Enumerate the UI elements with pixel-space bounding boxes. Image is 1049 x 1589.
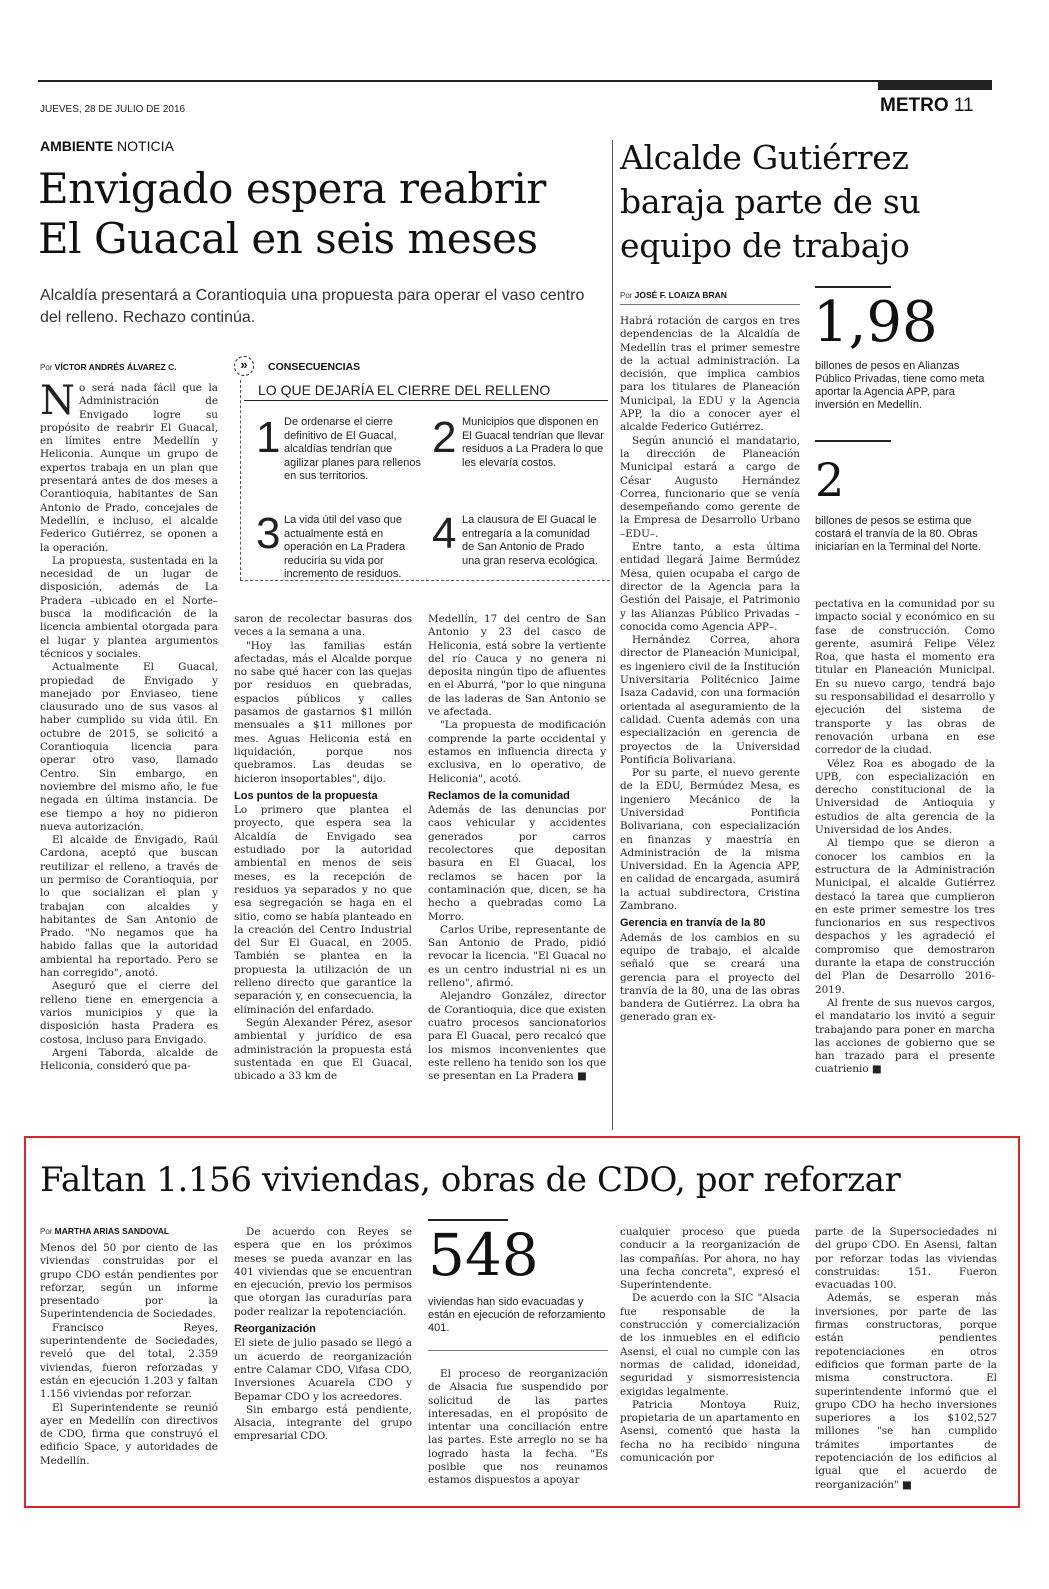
paragraph: Argeni Taborda, alcalde de Heliconia, consideró que pa-: [40, 1046, 218, 1073]
byline-name: MARTHA ARIAS SANDOVAL: [54, 1226, 170, 1236]
right-column-2: [815, 598, 995, 1128]
section-label: [880, 95, 974, 117]
consequence-text: Municipios que disponen en El Guacal tendrían que llevar residuos a La Pradera lo que les elevaría costos.: [462, 416, 604, 469]
consequence-text: De ordenarse el cierre definitivo de El Guacal, alcaldías tendrían que agilizar planes para rellenos en sus territorios.: [284, 416, 421, 482]
left-byline: [40, 362, 177, 372]
consequence-number: 3: [256, 509, 281, 558]
subheading: Reclamos de la comunidad: [428, 789, 570, 802]
section-name: METRO: [880, 95, 949, 116]
byline-name: VÍCTOR ANDRÉS ÁLVAREZ C.: [54, 362, 177, 372]
fact-text: billones de pesos se estima que costará el tranvía de la 80. Obras iniciarían en la Terminal del Norte.: [815, 515, 982, 553]
fact-number: 1,98: [813, 290, 938, 355]
left-column-3: [428, 613, 606, 1128]
paragraph: Lo primero que plantea el proyecto, que espera sea la Alcaldía de Envigado sea estudiado por la autoridad ambiental en menos de seis meses, es la recepción de residuos ya separados y no que esa segregación se haga en el sitio, como se había planteado en la creación del Centro Industrial del Sur El Guacal, en 2005. También se plantea en la propuesta la utilización de un relleno directo que garantice la separación y, en consecuencia, la eliminación del enfardado.: [234, 804, 412, 1016]
right-column-1: [620, 315, 800, 1128]
byline-prefix: Por: [40, 1227, 55, 1236]
right-headline-line-3: equipo de trabajo: [620, 226, 910, 265]
subheading: Reorganización: [234, 1323, 316, 1336]
kicker-section: AMBIENTE: [40, 138, 114, 154]
metro-bar: [878, 82, 992, 90]
paragraph: saron de recolectar basuras dos veces a la semana a una.: [234, 613, 412, 639]
paragraph: parte de la Supersociedades ni del grupo CDO. En Asensi, faltan por reforzar todas las viviendas construidas: 151. Fueron evacuadas 100.: [815, 1226, 997, 1292]
paragraph: "La propuesta de modificación comprende la parte occidental y estamos en influencia directa y exclusiva, en lo operativo, de Heliconia", acotó.: [428, 719, 606, 785]
paragraph: De acuerdo con Reyes se espera que en los próximos meses se pueda avanzar en las 401 viviendas que se encuentran en ejecución, previo los permisos que otorgan las curadurías para poder realizar la repotenciación.: [234, 1226, 412, 1318]
paragraph: De acuerdo con la SIC "Alsacia fue responsable de la construcción y comercialización de los inmuebles en el edificio Asensi, el cual no cumple con las normas de calidad, idoneidad, seguridad y sismorresistencia exigidas legalmente.: [620, 1292, 800, 1398]
right-byline-rule: [620, 304, 800, 305]
page-number: 11: [953, 95, 974, 116]
fact-text: viviendas han sido evacuadas y están en ejecución de reforzamiento 401.: [428, 1296, 606, 1334]
byline-name: JOSÉ F. LOAIZA BRAN: [634, 290, 727, 300]
consequences-label: CONSECUENCIAS: [268, 361, 361, 373]
paragraph: Aseguró que el cierre del relleno tiene en emergencia a varios municipios y que la disposición hasta Pradera es costosa, incluso para Envigado.: [40, 980, 218, 1046]
top-rule: [38, 80, 992, 82]
paragraph: Patricia Montoya Ruiz, propietaria de un apartamento en Asensi, comentó que hasta la fecha no ha recibido ninguna comunicación por: [620, 1398, 800, 1465]
right-headline: [620, 136, 920, 268]
paragraph: "Hoy las familias están afectadas, más el Alcalde porque no sabe qué hacer con las quejas por residuos en quebradas, espacios públicos y calles pasamos de gastarnos $1 millón mensuales a $11 millones por mes. Aguas Heliconia está en liquidación, porque nos quebramos. Las deudas se hicieron insoportables", dijo.: [234, 639, 412, 785]
left-headline-line-1: Envigado espera reabrir: [38, 164, 546, 213]
bottom-column-5: [815, 1226, 997, 1500]
fact-rule-bottom: [428, 1350, 608, 1351]
consequence-number: 4: [432, 509, 457, 558]
consequence-number: 2: [432, 413, 457, 462]
paragraph: Alejandro González, director de Corantioquia, dice que existen cuatro procesos sancionatorios para El Guacal, pero recalcó que los mismos inconvenientes que este relleno ha tenido son los que se presentan en La Pradera ■: [428, 990, 606, 1083]
date-line: JUEVES, 28 DE JULIO DE 2016: [40, 104, 186, 115]
consequence-text: La vida útil del vaso que actualmente está en operación en La Pradera reduciría su vida por incremento de residuos.: [284, 514, 406, 580]
left-subhead: Alcaldía presentará a Corantioquia una propuesta para operar el vaso centro del relleno. Rechazo continúa.: [40, 287, 585, 326]
fact-text: billones de pesos en Alianzas Público Privadas, tiene como meta aportar la Agencia APP, para inversión en Medellín.: [815, 360, 985, 411]
kicker-type: NOTICIA: [113, 138, 174, 154]
right-headline-line-2: baraja parte de su: [620, 182, 921, 221]
paragraph: Al tiempo que se dieron a conocer los cambios en la estructura de la Administración Municipal, el alcalde Gutiérrez destacó la tarea que cumplieron en este primer semestre los tres funcionarios en sus respectivos despachos y les agradeció el compromiso que demostraron durante la etapa de construcción del Plan de Desarrollo 2016-2019.: [815, 837, 995, 996]
paragraph: Además de las denuncias por caos vehicular y accidentes generados por carros recolectores que depositan basura en El Guacal, los reclamos se hacen por la contaminación que, dicen, se ha hecho a quebradas como La Morro.: [428, 804, 606, 923]
paragraph: El siete de julio pasado se llegó a un acuerdo de reorganización entre Calamar CDO, Vifasa CDO, Inversiones Acuarela CDO y Bepamar CDO y los acreedores.: [234, 1337, 412, 1403]
paragraph: Según anunció el mandatario, la dirección de Planeación Municipal estará a cargo de César Augusto Hernández Correa, funcionario que se venía desempeñando como gerente de la Empresa de Desarrollo Urbano –EDU–.: [620, 434, 800, 540]
paragraph: Actualmente El Guacal, propiedad de Envigado y manejado por Enviaseo, tiene clausurado uno de sus vasos al haber cumplido su vida útil. En octubre de 2015, se solicitó a Corantioquia licencia para operar otro vaso, llamado Centro. Sin embargo, en noviembre del mismo año, le fue negada en última instancia. De ese tiempo a hoy no pidieron nueva autorización.: [40, 661, 218, 833]
subheading: Los puntos de la propuesta: [234, 789, 378, 802]
bottom-column-2: [234, 1226, 412, 1500]
fact-rule: [815, 440, 891, 442]
bottom-headline: Faltan 1.156 viviendas, obras de CDO, por reforzar: [40, 1160, 901, 1200]
consequences-frame-left: [240, 380, 241, 580]
fact-number: 548: [428, 1221, 539, 1289]
consequences-title: LO QUE DEJARÍA EL CIERRE DEL RELLENO: [258, 382, 551, 398]
left-headline: [38, 164, 546, 264]
bottom-column-1: [40, 1242, 218, 1500]
paragraph: Medellín, 17 del centro de San Antonio y 23 del casco de Heliconia, está sobre la vertiente del río Cauca y no genera ni deposita ningún tipo de afluentes en el Aburrá, "por lo que ninguna de las laderas de San Antonio se ve afectada.: [428, 613, 606, 719]
paragraph: Francisco Reyes, superintendente de Sociedades, reveló que del total, 2.359 viviendas, fueron reforzadas y están en ejecución 1.203 y faltan 1.156 viviendas por reforzar.: [40, 1321, 218, 1401]
paragraph: Además, se esperan más inversiones, por parte de las firmas constructoras, porque están pendientes repotenciaciones en otros edificios que forman parte de la misma constructora. El superintendente informó que el grupo CDO ha hecho inversiones superiores a los $102,527 millones "se han cumplido trámites importantes de repotenciación de los edificios al igual que el acuerdo de reorganización" ■: [815, 1292, 997, 1491]
right-headline-line-1: Alcalde Gutiérrez: [620, 138, 909, 177]
paragraph: Vélez Roa es abogado de la UPB, con especialización en derecho constitucional de la Universidad de Antioquia y estudios de alta gerencia de la Universidad de los Andes.: [815, 757, 995, 837]
paragraph: pectativa en la comunidad por su impacto social y económico en su fase de construcción. Como gerente, asumirá Felipe Vélez Roa, que hasta el momento era titular en Planeación Municipal. En su nuevo cargo, tendrá bajo su responsabilidad el desarrollo y ejecución del sistema de transporte y las obras de renovación urbana en ese corredor de la ciudad.: [815, 598, 995, 757]
paragraph: El alcalde de Envigado, Raúl Cardona, aceptó que buscan reutilizar el relleno, a través de un permiso de Corantioquia, por lo que socializan el plan y trabajan con alcaldes y habitantes de San Antonio de Prado. "No negamos que ha habido fallas que la autoridad ambiental ha reportado. Pero se han corregido", anotó.: [40, 834, 218, 980]
paragraph: El Superintendente se reunió ayer en Medellín con directivos de CDO, firma que construyó el edificio Space, y autoridades de Medellín.: [40, 1401, 218, 1467]
paragraph: Sin embargo está pendiente, Alsacia, integrante del grupo empresarial CDO.: [234, 1403, 412, 1443]
consequences-icon: »: [234, 356, 254, 376]
byline-prefix: Por: [620, 291, 635, 300]
left-column-2: [234, 613, 412, 1128]
fact-number: 2: [815, 453, 845, 507]
paragraph: La propuesta, sustentada en la necesidad de un lugar de disposición, además de La Pradera –ubicado en el Norte– busca la modificación de la licencia ambiental otorgada para el lugar y plantea argumentos técnicos y sociales.: [40, 554, 218, 660]
bottom-column-4: [620, 1226, 800, 1500]
consequences-rule: [244, 400, 608, 401]
right-byline: [620, 290, 727, 300]
paragraph: Habrá rotación de cargos en tres dependencias de la Alcaldía de Medellín tras el primer semestre de la actual administración. La decisión, que implica cambios para los titulares de Planeación Municipal, la EDU y la Agencia APP, la dio a conocer ayer el alcalde Federico Gutiérrez.: [620, 315, 800, 434]
paragraph: Menos del 50 por ciento de las viviendas construidas por el grupo CDO están pendientes por reforzar, según un informe presentado por la Superintendencia de Sociedades.: [40, 1242, 218, 1321]
paragraph: cualquier proceso que pueda conducir a la reorganización de las compañías. Por ahora, no hay una fecha concreta", expresó el Superintendente.: [620, 1226, 800, 1292]
fact-rule: [815, 286, 891, 288]
subheading: Gerencia en tranvía de la 80: [620, 917, 766, 930]
paragraph: Entre tanto, a esta última entidad llegará Jaime Bermúdez Mesa, quien ocupaba el cargo de director de la Agencia para la Gestión del Paisaje, el Patrimonio y las Alianzas Público Privadas –conocida como Agencia APP–.: [620, 541, 800, 633]
paragraph: o será nada fácil que la Administración de Envigado logre su propósito de reabrir El Guacal, en límites entre Medellín y Heliconia. Aunque un grupo de expertos trabaja en un plan que presentará antes de dos meses a Corantioquia, habitantes de San Antonio de Prado, concejales de Medellín, e incluso, el alcalde Federico Gutiérrez, se oponen a la operación.: [40, 382, 218, 554]
bottom-byline: [40, 1226, 169, 1236]
left-headline-line-2: El Guacal en seis meses: [38, 214, 538, 263]
paragraph: Por su parte, el nuevo gerente de la EDU, Bermúdez Mesa, es ingeniero Mecánico de la Universidad Pontificia Bolivariana, con especialización en finanzas y maestría en Administración de la misma Universidad. En la Agencia APP, en calidad de encargada, asumirá la actual subdirectora, Cristina Zambrano.: [620, 767, 800, 913]
byline-prefix: Por: [40, 363, 55, 372]
paragraph: El proceso de reorganización de Alsacia fue suspendido por solicitud de las partes interesadas, en el propósito de intentar una conciliación entre las partes. Este arreglo no se ha logrado hasta la fecha. "Es posible que nos reunamos estamos dispuestos a apoyar: [428, 1368, 608, 1487]
consequence-text: La clausura de El Guacal le entregaría a la comunidad de San Antonio de Prado una gran reserva ecológica.: [462, 514, 598, 567]
column-divider: [612, 140, 613, 1130]
drop-cap: N: [40, 382, 75, 424]
paragraph: Según Alexander Pérez, asesor ambiental y jurídico de esa administración la propuesta está sustentada en que El Guacal, ubicado a 33 km de: [234, 1016, 412, 1083]
left-column-1: [40, 382, 218, 1128]
paragraph: Hernández Correa, ahora director de Planeación Municipal, es ingeniero civil de la Institución Universitaria Politécnico Jaime Isaza Cadavid, con una formación orientada al aseguramiento de la calidad. Cuenta además con una especialización en gerencia de proyectos de la Universidad Pontificia Bolivariana.: [620, 634, 800, 766]
paragraph: Al frente de sus nuevos cargos, el mandatario los invitó a seguir trabajando para poner en marcha las acciones de gobierno que se han trazado para el presente cuatrienio ■: [815, 996, 995, 1076]
consequence-number: 1: [256, 413, 281, 462]
bottom-column-3: [428, 1368, 608, 1500]
paragraph: Carlos Uribe, representante de San Antonio de Prado, pidió revocar la licencia. "El Guacal no es un centro industrial ni es un relleno", afirmó.: [428, 923, 606, 990]
kicker: [40, 138, 174, 154]
paragraph: Además de los cambios en su equipo de trabajo, el alcalde señaló que se creará una gerencia para el proyecto del tranvía de la 80, una de las obras bandera de Gutiérrez. La obra ha generado gran ex-: [620, 931, 800, 1024]
